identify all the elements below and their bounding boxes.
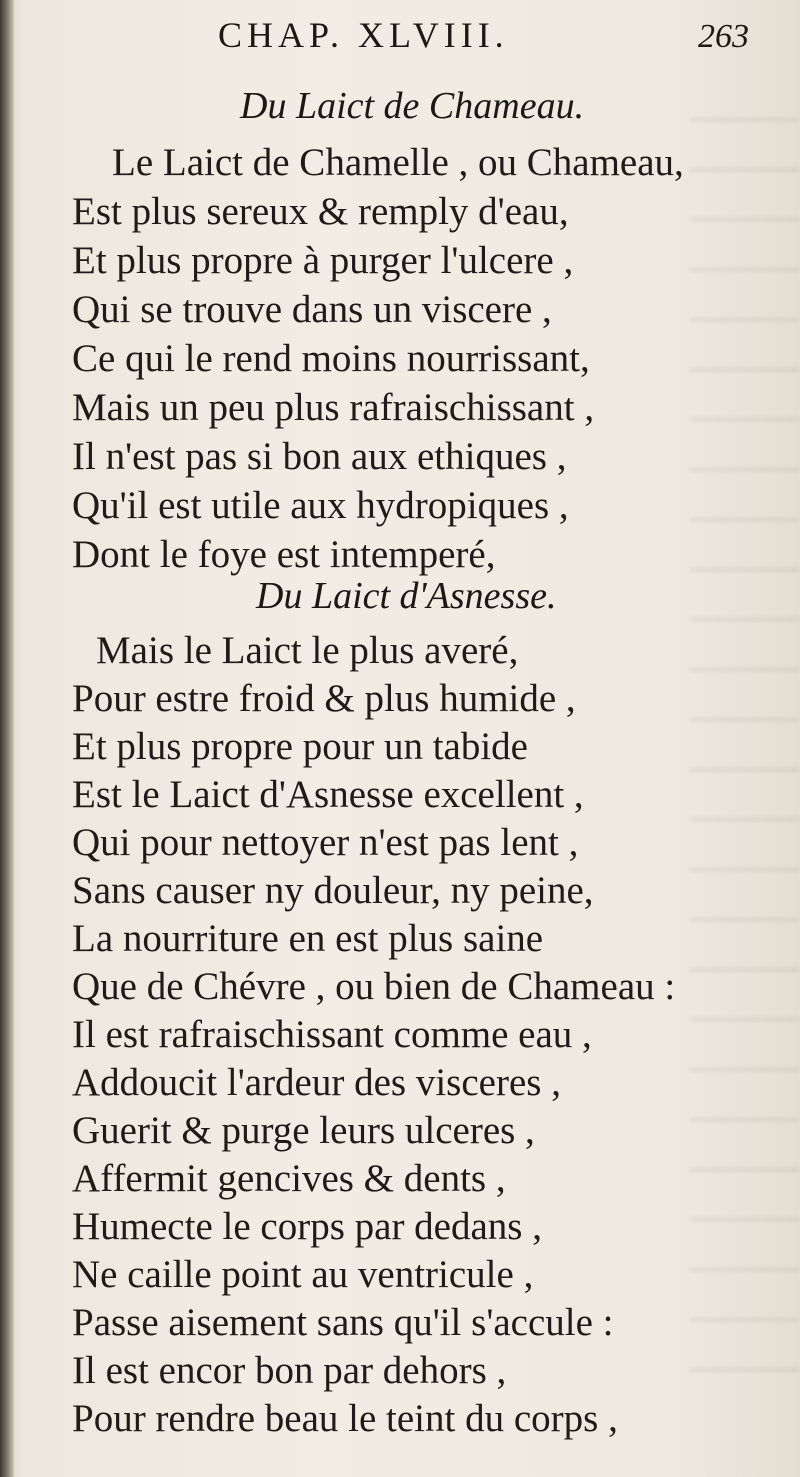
section-title: Du Laict d'Asnesse.	[256, 575, 557, 617]
verse-line: Que de Chévre , ou bien de Chameau :	[72, 965, 676, 1008]
verse-line: Qu'il est utile aux hydropiques ,	[72, 484, 569, 527]
verse-line: Qui pour nettoyer n'est pas lent ,	[72, 821, 579, 864]
verse-line: Mais un peu plus rafraischissant ,	[72, 386, 595, 429]
verse-line: Est le Laict d'Asnesse excellent ,	[72, 773, 584, 816]
verse-line: Pour rendre beau le teint du corps ,	[72, 1397, 618, 1440]
show-through-text	[690, 90, 800, 1410]
verse-line: Humecte le corps par dedans ,	[72, 1205, 542, 1248]
page-number: 263	[698, 18, 749, 55]
verse-line: Affermit gencives & dents ,	[72, 1157, 506, 1200]
verse-line: Le Laict de Chamelle , ou Chameau,	[112, 141, 684, 184]
verse-line: Ne caille point au ventricule ,	[72, 1253, 534, 1296]
book-gutter	[0, 0, 14, 1477]
section-title: Du Laict de Chameau.	[240, 85, 585, 127]
verse-line: Guerit & purge leurs ulceres ,	[72, 1109, 535, 1152]
verse-line: Passe aisement sans qu'il s'accule :	[72, 1301, 614, 1344]
verse-line: Et plus propre à purger l'ulcere ,	[72, 239, 574, 282]
verse-line: Addoucit l'ardeur des visceres ,	[72, 1061, 561, 1104]
verse-line: Qui se trouve dans un viscere ,	[72, 288, 552, 331]
verse-line: Dont le foye est intemperé,	[72, 533, 496, 576]
verse-line: Il est encor bon par dehors ,	[72, 1349, 507, 1392]
verse-line: Et plus propre pour un tabide	[72, 725, 528, 768]
verse-line: Il n'est pas si bon aux ethiques ,	[72, 435, 567, 478]
verse-line: Il est rafraischissant comme eau ,	[72, 1013, 592, 1056]
verse-line: Sans causer ny douleur, ny peine,	[72, 869, 594, 912]
verse-line: Mais le Laict le plus averé,	[96, 629, 519, 672]
verse-line: La nourriture en est plus saine	[72, 917, 544, 960]
verse-line: Est plus sereux & remply d'eau,	[72, 190, 569, 233]
verse-line: Pour estre froid & plus humide ,	[72, 677, 576, 720]
verse-line: Ce qui le rend moins nourrissant,	[72, 337, 590, 380]
running-title: CHAP. XLVIII.	[218, 15, 509, 55]
